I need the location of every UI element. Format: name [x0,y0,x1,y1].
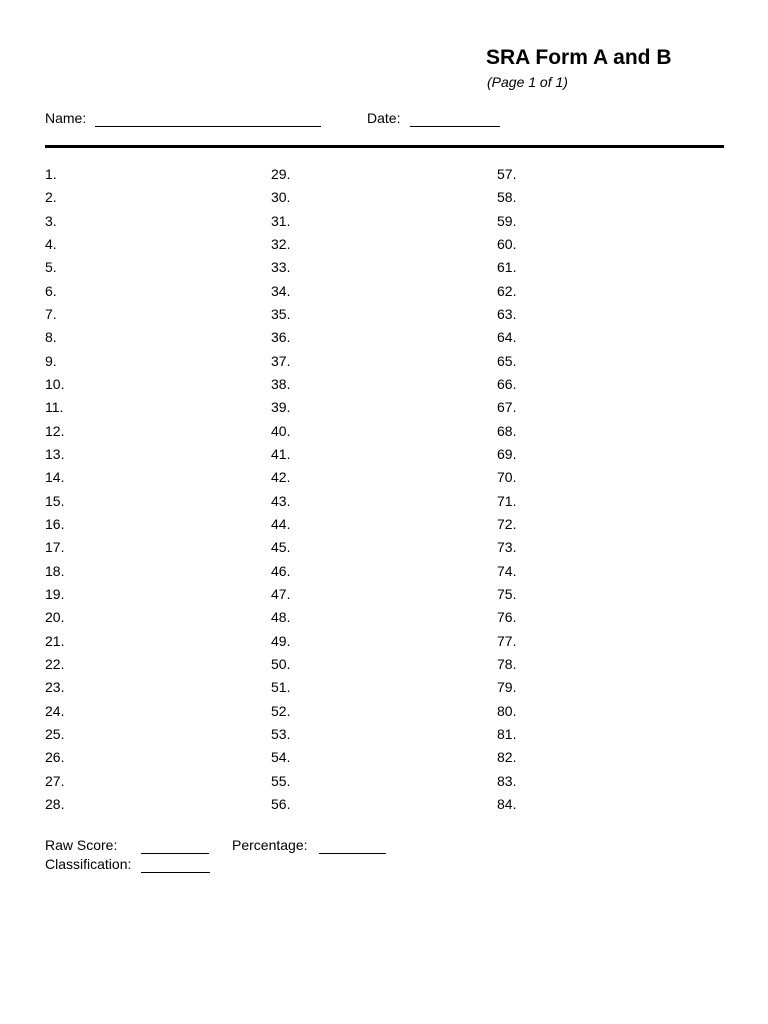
answer-item: 70. [497,469,517,486]
answer-item: 25. [45,725,65,742]
answer-item: 2. [45,189,57,206]
answer-item: 28. [45,795,65,812]
answer-item: 45. [271,539,291,556]
answer-item: 11. [45,399,64,416]
answer-item: 49. [271,632,291,649]
answer-item: 66. [497,375,517,392]
answer-item: 9. [45,352,57,369]
name-field[interactable] [95,126,321,127]
answer-column-2 [271,164,290,817]
answer-item: 55. [271,772,291,789]
answer-item: 38. [271,375,291,392]
answer-item: 36. [271,329,291,346]
answer-item: 68. [497,422,517,439]
answer-item: 32. [271,235,291,252]
answer-item: 33. [271,259,291,276]
answer-item: 41. [271,445,291,462]
classification-label: Classification: [45,856,132,872]
answer-item: 79. [497,679,517,696]
answer-item: 53. [271,725,291,742]
answer-item: 16. [45,515,65,532]
answer-item: 8. [45,329,57,346]
classification-field[interactable] [141,872,210,873]
answer-item: 34. [271,282,291,299]
answer-item: 67. [497,399,517,416]
answer-item: 19. [45,585,65,602]
answer-item: 81. [497,725,517,742]
answer-item: 62. [497,282,517,299]
answer-item: 58. [497,189,517,206]
answer-item: 57. [497,166,517,182]
answer-item: 51. [271,679,291,696]
answer-item: 23. [45,679,65,696]
answer-item: 15. [45,492,65,509]
answer-item: 18. [45,562,65,579]
answer-item: 71. [497,492,517,509]
answer-item: 74. [497,562,517,579]
raw-score-field[interactable] [141,853,209,854]
answer-item: 4. [45,235,57,252]
answer-item: 83. [497,772,517,789]
answer-item: 13. [45,445,65,462]
answer-item: 40. [271,422,291,439]
answer-item: 69. [497,445,517,462]
header-divider [45,145,724,148]
percentage-label: Percentage: [232,837,308,853]
answer-item: 56. [271,795,291,812]
answer-item: 35. [271,305,291,322]
answer-item: 22. [45,655,65,672]
answer-item: 7. [45,305,57,322]
answer-item: 12. [45,422,65,439]
answer-item: 48. [271,609,291,626]
answer-item: 63. [497,305,517,322]
answer-item: 46. [271,562,291,579]
answer-item: 59. [497,212,517,229]
answer-item: 29. [271,166,291,182]
answer-item: 30. [271,189,291,206]
name-label: Name: [45,110,87,126]
answer-item: 60. [497,235,517,252]
answer-item: 82. [497,749,517,766]
page-title: SRA Form A and B [486,46,672,69]
answer-item: 27. [45,772,65,789]
answer-item: 43. [271,492,291,509]
answer-item: 14. [45,469,65,486]
raw-score-label: Raw Score: [45,837,118,853]
answer-item: 75. [497,585,517,602]
answer-item: 39. [271,399,291,416]
answer-item: 80. [497,702,517,719]
answer-item: 61. [497,259,517,276]
answer-column-1 [45,164,64,817]
answer-item: 21. [45,632,65,649]
answer-item: 54. [271,749,291,766]
answer-item: 73. [497,539,517,556]
answer-item: 47. [271,585,291,602]
answer-item: 42. [271,469,291,486]
answer-item: 20. [45,609,65,626]
answer-item: 6. [45,282,57,299]
page-subtitle: (Page 1 of 1) [487,74,568,90]
answer-item: 84. [497,795,517,812]
answer-item: 50. [271,655,291,672]
answer-item: 10. [45,375,65,392]
answer-item: 26. [45,749,65,766]
answer-item: 31. [271,212,291,229]
answer-item: 1. [45,166,57,182]
answer-item: 65. [497,352,517,369]
answer-item: 37. [271,352,291,369]
answer-item: 72. [497,515,517,532]
answer-item: 52. [271,702,291,719]
answer-column-3 [497,164,516,817]
answer-item: 64. [497,329,517,346]
percentage-field[interactable] [319,853,386,854]
answer-item: 78. [497,655,517,672]
date-label: Date: [367,110,401,126]
answer-item: 77. [497,632,517,649]
answer-item: 3. [45,212,57,229]
date-field[interactable] [410,126,500,127]
answer-item: 24. [45,702,65,719]
answer-item: 76. [497,609,517,626]
answer-item: 17. [45,539,65,556]
answer-item: 5. [45,259,57,276]
answer-item: 44. [271,515,291,532]
